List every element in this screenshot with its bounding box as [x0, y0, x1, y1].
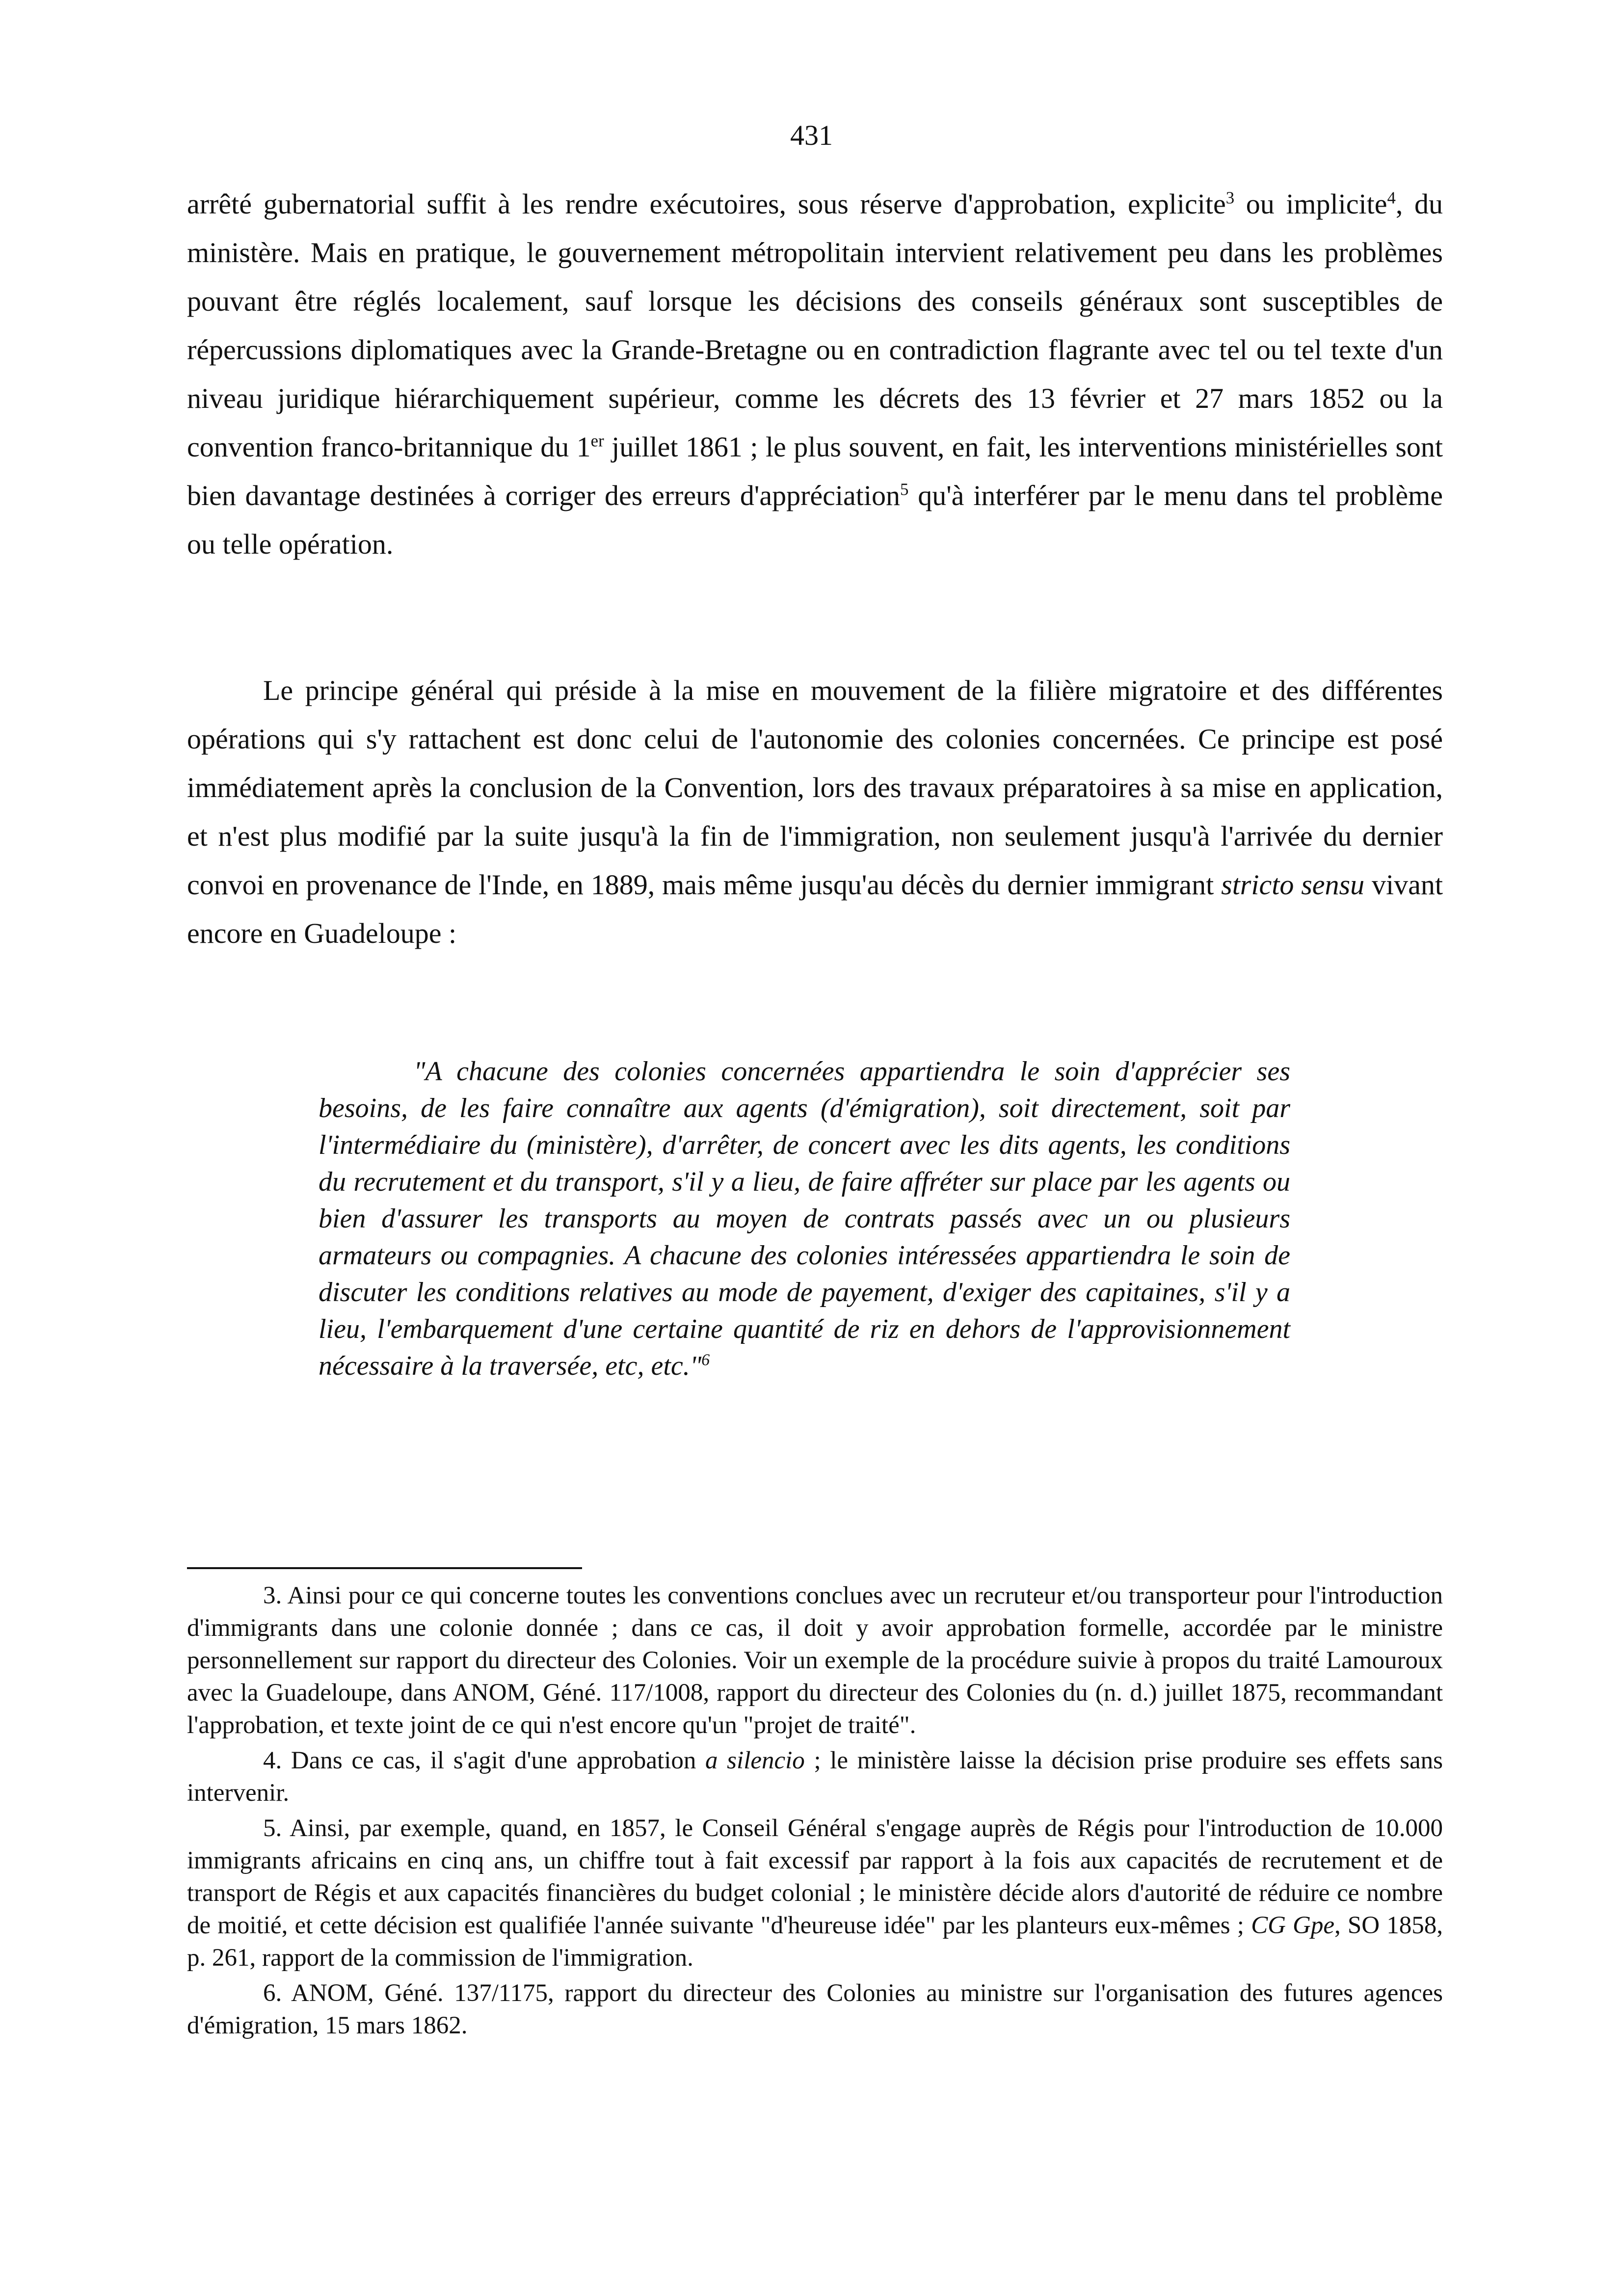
- body-paragraph-1: [187, 180, 1443, 568]
- italic-term: CG Gpe: [1251, 1912, 1335, 1939]
- footnote-text: 6. ANOM, Géné. 137/1175, rapport du directeur des Colonies au ministre sur l'organisation des futures agences d'émigration, 15 mars 1862.: [187, 1979, 1443, 2039]
- footnote-5: [187, 1812, 1443, 1974]
- ordinal-superscript: er: [590, 431, 604, 451]
- footnote-text: , SO 1858, p. 261, rapport de la commission de l'immigration.: [187, 1912, 1443, 1972]
- paragraph-text: qu'à interférer par le menu dans tel problème ou telle opération.: [187, 480, 1443, 560]
- paragraph-text: vivant encore en Guadeloupe :: [187, 869, 1443, 949]
- footnotes: [187, 1579, 1443, 2045]
- italic-term: stricto sensu: [1221, 869, 1365, 901]
- footnote-text: 3. Ainsi pour ce qui concerne toutes les conventions conclues avec un recruteur et/ou transporteur pour l'introduction d'immigrants dans une colonie donnée ; dans ce cas, il doit y avoir approbation formelle, accordée par le ministre personnellement sur rapport du directeur des Colonies. Voir un exemple de la procédure suivie à propos du traité Lamouroux avec la Guadeloupe, dans ANOM, Géné. 117/1008, rapport du directeur des Colonies du (n. d.) juillet 1875, recommandant l'approbation, et texte joint de ce qui n'est encore qu'un "projet de traité".: [187, 1582, 1443, 1739]
- body-paragraph-2: [187, 666, 1443, 958]
- quote-text: "A chacune des colonies concernées appartiendra le soin d'apprécier ses besoins, de les faire connaître aux agents (d'émigration), soit directement, soit par l'intermédiaire du (ministère), d'arrêter, de concert avec les dits agents, les conditions du recrutement et du transport, s'il y a lieu, de faire affréter sur place par les agents ou bien d'assurer les transports au moyen de contrats passés avec un ou plusieurs armateurs ou compagnies. A chacune des colonies intéressées appartiendra le soin de discuter les conditions relatives au mode de payement, d'exiger des capitaines, s'il y a lieu, l'embarquement d'une certaine quantité de riz en dehors de l'approvisionnement nécessaire à la traversée, etc, etc.": [319, 1056, 1290, 1381]
- page-number: 431: [790, 119, 833, 151]
- block-quote: [319, 1053, 1290, 1385]
- footnote-ref-4: 4: [1387, 188, 1396, 208]
- footnote-ref-3: 3: [1225, 188, 1235, 208]
- footnote-separator: [187, 1567, 582, 1569]
- footnote-6: [187, 1977, 1443, 2042]
- footnote-text: ; le ministère laisse la décision prise produire ses effets sans intervenir.: [187, 1747, 1443, 1807]
- footnote-ref-6: 6: [701, 1351, 710, 1369]
- paragraph-text: Le principe général qui préside à la mise en mouvement de la filière migratoire et des différentes opérations qui s'y rattachent est donc celui de l'autonomie des colonies concernées. Ce principe est posé immédiatement après la conclusion de la Convention, lors des travaux préparatoires à sa mise en application, et n'est plus modifié par la suite jusqu'à la fin de l'immigration, non seulement jusqu'à l'arrivée du dernier convoi en provenance de l'Inde, en 1889, mais même jusqu'au décès du dernier immigrant: [187, 674, 1443, 901]
- footnote-ref-5: 5: [900, 480, 909, 499]
- paragraph-text: arrêté gubernatorial suffit à les rendre exécutoires, sous réserve d'approbation, explicite: [187, 188, 1226, 220]
- footnote-3: [187, 1579, 1443, 1741]
- footnote-text: 4. Dans ce cas, il s'agit d'une approbation: [263, 1747, 706, 1774]
- paragraph-text: ou implicite: [1234, 188, 1387, 220]
- paragraph-text: , du ministère. Mais en pratique, le gouvernement métropolitain intervient relativement peu dans les problèmes pouvant être réglés localement, sauf lorsque les décisions des conseils généraux sont susceptibles de répercussions diplomatiques avec la Grande-Bretagne ou en contradiction flagrante avec tel ou tel texte d'un niveau juridique hiérarchiquement supérieur, comme les décrets des 13 février et 27 mars 1852 ou la convention franco-britannique du 1: [187, 188, 1443, 463]
- paragraph-text: juillet 1861 ; le plus souvent, en fait, les interventions ministérielles sont bien davantage destinées à corriger des erreurs d'appréciation: [187, 431, 1443, 511]
- italic-term: a silencio: [705, 1747, 805, 1774]
- footnote-4: [187, 1744, 1443, 1809]
- footnote-text: 5. Ainsi, par exemple, quand, en 1857, le Conseil Général s'engage auprès de Régis pour l'introduction de 10.000 immigrants africains en cinq ans, un chiffre tout à fait excessif par rapport à la fois aux capacités de recrutement et de transport de Régis et aux capacités financières du budget colonial ; le ministère décide alors d'autorité de réduire ce nombre de moitié, et cette décision est qualifiée l'année suivante "d'heureuse idée" par les planteurs eux-mêmes ;: [187, 1815, 1443, 1939]
